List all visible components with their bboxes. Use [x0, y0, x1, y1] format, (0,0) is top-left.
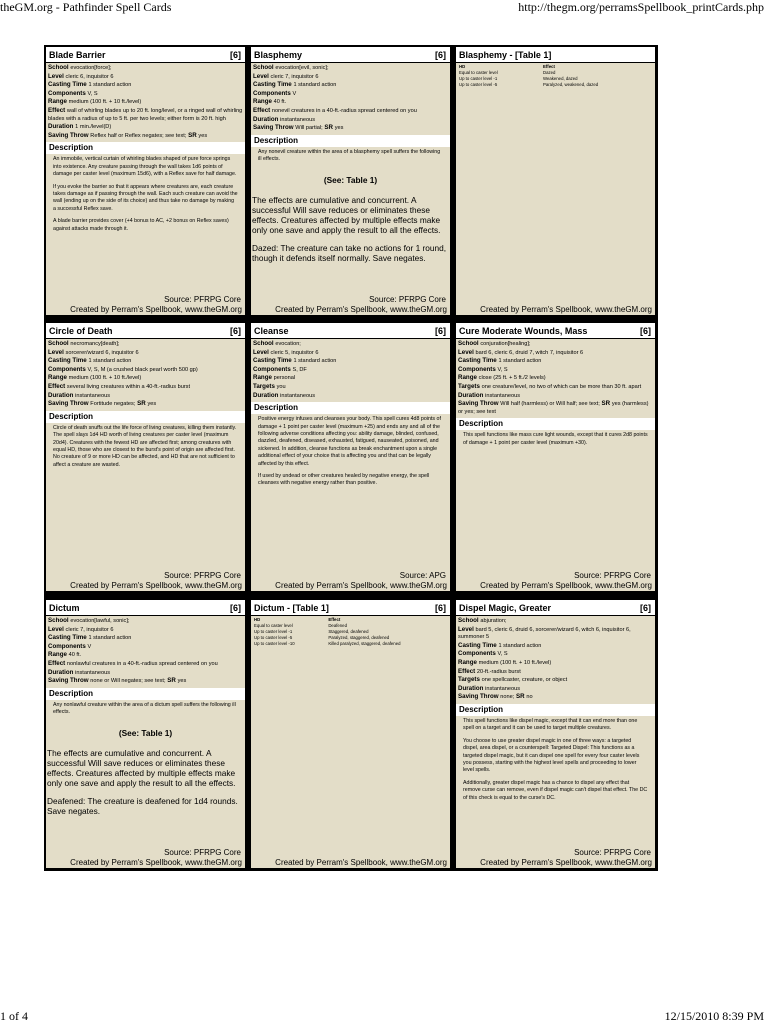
stat-line	[458, 642, 653, 651]
stat-value: 1 standard action	[88, 358, 132, 365]
effect-paragraph: Deafened: The creature is deafened for 1d4 rounds. Save negates.	[47, 795, 238, 816]
card-title: Dictum - [Table 1]	[251, 600, 450, 616]
card-title: Cure Moderate Wounds, Mass	[456, 323, 655, 339]
stat-label: Duration	[458, 391, 486, 399]
stat-label: Components	[458, 650, 498, 658]
stat-value: medium (100 ft. + 10 ft./level)	[478, 659, 552, 666]
spell-level: [6]	[435, 326, 446, 336]
stat-label: Range	[48, 98, 69, 106]
stat-line	[253, 107, 448, 116]
table-cell: Equal to caster level	[254, 623, 293, 628]
description-paragraph: Circle of death snuffs out the life force of living creatures, killing them instantly. The spell slays 1d4 HD worth of living creatures per caster level (maximum 20d4). Creatures with the fewest HD are affected first; among creatures with equal HD, those who are closest to the burst's point of origin are affected first. No creature of 9 or more HD can be affected, and HD that are not sufficient to affect a creature are wasted.	[53, 424, 237, 468]
page-header-title: theGM.org - Pathfinder Spell Cards	[0, 0, 172, 14]
stat-line	[458, 650, 653, 659]
table-cell: Dazed	[543, 70, 556, 75]
stat-label: Duration	[253, 115, 281, 123]
table-header: Effect	[543, 64, 555, 69]
stat-value: bard 6, cleric 6, druid 7, witch 7, inquisitor 6	[475, 349, 584, 356]
stat-line	[458, 668, 653, 677]
stat-line	[48, 643, 243, 652]
stat-value: 1 standard action	[293, 358, 337, 365]
stat-line	[48, 374, 243, 383]
stat-value: conjuration[healing];	[480, 341, 531, 347]
stat-value: evocation[force];	[70, 65, 112, 71]
stat-value: Fortitude negates;	[90, 401, 136, 408]
stat-label: SR	[514, 693, 527, 701]
spell-level: [6]	[435, 50, 446, 60]
stat-line	[48, 123, 243, 132]
stat-value: 1 standard action	[88, 82, 132, 89]
stat-label: Range	[48, 651, 69, 659]
stat-line	[48, 651, 243, 660]
stat-label: School	[253, 340, 276, 347]
stat-value: V, S, M (a crushed black pearl worth 500 gp)	[87, 366, 198, 373]
credit-line: Created by Perram's Spellbook, www.theGM.org	[70, 858, 242, 867]
stat-line	[48, 383, 243, 392]
stat-line	[48, 366, 243, 375]
stat-line	[253, 116, 448, 125]
stat-label: Casting Time	[48, 357, 89, 365]
stat-label: Targets	[253, 382, 277, 390]
description-paragraph: This spell functions like dispel magic, except that it can end more than one spell on a target and it can be used to target multiple creatures.	[463, 717, 638, 732]
stat-value: instantaneous	[485, 685, 520, 692]
source-line: Source: PFRPG Core	[164, 571, 241, 580]
description-paragraph: Additionally, greater dispel magic has a chance to dispel any effect that remove curse can remove, even if dispel magic can't dispel that effect. The DC of this check is equal to the curse's DC.	[463, 779, 648, 801]
card-body	[251, 63, 450, 315]
stat-value: Reflex half or Reflex negates; see text;	[90, 132, 187, 139]
stat-label: Range	[253, 374, 274, 382]
stat-value: necromancy[death];	[70, 341, 120, 347]
stat-value: instantaneous	[75, 669, 110, 676]
stat-line	[48, 669, 243, 678]
card-title: Dispel Magic, Greater	[456, 600, 655, 616]
credit-line: Created by Perram's Spellbook, www.theGM.org	[275, 581, 447, 590]
stat-value: V, S	[497, 366, 508, 373]
description-text	[46, 700, 245, 717]
card-title: Blade Barrier	[46, 47, 245, 63]
stat-value: Will partial;	[295, 125, 323, 132]
stat-line	[48, 340, 243, 349]
stat-line	[458, 357, 653, 366]
spell-level: [6]	[640, 326, 651, 336]
stat-value: V	[87, 643, 92, 650]
table-header: Effect	[328, 617, 341, 622]
stat-label: School	[458, 340, 481, 347]
stat-label: Saving Throw	[48, 131, 91, 139]
table-cell: Paralyzed, staggered, deafened	[328, 635, 390, 640]
spell-card	[251, 600, 450, 868]
spell-stats	[46, 616, 245, 686]
stat-line	[458, 392, 653, 401]
stat-label: Duration	[48, 668, 76, 676]
stat-label: Level	[458, 625, 476, 633]
stat-line	[253, 340, 448, 349]
source-line: Source: PFRPG Core	[574, 571, 651, 580]
description-paragraph: Any nonevil creature within the area of a blasphemy spell suffers the following ill effects.	[258, 148, 441, 163]
stat-value: abjuration;	[480, 618, 507, 624]
stat-value: 1 standard action	[498, 358, 542, 365]
table-cell: Up to caster level -1	[254, 629, 293, 634]
page-header-url[interactable]: http://thegm.org/perramsSpellbook_printCards.php	[518, 0, 764, 14]
stat-label: Casting Time	[253, 81, 294, 89]
spell-stats	[46, 339, 245, 409]
stat-value: none;	[500, 694, 515, 701]
card-title: Circle of Death	[46, 323, 245, 339]
description-text	[46, 423, 245, 469]
card-body	[46, 63, 245, 315]
stat-line	[458, 676, 653, 685]
table-cell: Deafened	[328, 623, 347, 628]
stat-label: SR	[599, 400, 612, 408]
effects-table	[456, 64, 655, 88]
stat-label: Saving Throw	[48, 400, 91, 408]
source-line: Source: PFRPG Core	[164, 295, 241, 304]
stat-label: Components	[48, 642, 88, 650]
stat-label: School	[48, 64, 71, 71]
stat-line	[48, 64, 243, 73]
stat-value: yes	[334, 125, 344, 132]
stat-label: Level	[48, 625, 66, 633]
stat-value: instantaneous	[280, 392, 315, 399]
table-cell: Up to caster level -1	[459, 76, 498, 81]
credit-line: Created by Perram's Spellbook, www.theGM.org	[275, 305, 447, 314]
source-line: Source: PFRPG Core	[574, 848, 651, 857]
stat-line	[253, 124, 448, 133]
stat-value: instantaneous	[75, 392, 110, 399]
description-text	[251, 414, 450, 488]
description-header: Description	[456, 704, 655, 716]
stat-line	[48, 392, 243, 401]
stat-value: medium (100 ft. + 10 ft./level)	[68, 99, 142, 106]
stat-line	[253, 98, 448, 107]
description-header: Description	[46, 142, 245, 154]
spell-card	[46, 47, 245, 315]
credit-line: Created by Perram's Spellbook, www.theGM.org	[480, 581, 652, 590]
stat-value: 1 standard action	[498, 642, 542, 649]
stat-label: School	[458, 617, 481, 624]
card-sheet	[44, 45, 658, 871]
source-line: Source: PFRPG Core	[164, 848, 241, 857]
table-cell: Up to caster level -5	[254, 635, 293, 640]
stat-value: nonlawful creatures in a 40-ft.-radius spread centered on you	[66, 660, 218, 667]
stat-value: Will half (harmless) or Will half; see text;	[500, 401, 600, 408]
effect-text	[46, 722, 245, 816]
stat-value: wall of whirling blades up to 20 ft. long/level, or a ringed wall of whirling blades with a radius of up to 5 ft. per two levels; either form is 20 ft. high	[48, 107, 243, 122]
card-body	[456, 616, 655, 868]
source-line: Source: APG	[399, 571, 446, 580]
stat-value: cleric 6, inquisitor 6	[65, 73, 114, 80]
description-text	[46, 154, 245, 233]
stat-label: Range	[458, 374, 479, 382]
stat-line	[253, 366, 448, 375]
stat-label: Casting Time	[458, 357, 499, 365]
stat-line	[458, 626, 653, 642]
stat-line	[458, 617, 653, 626]
source-line: Source: PFRPG Core	[369, 295, 446, 304]
stat-value: personal	[273, 375, 296, 382]
stat-label: School	[48, 340, 71, 347]
stat-label: Duration	[253, 391, 281, 399]
card-title: Blasphemy	[251, 47, 450, 63]
stat-value: nonevil creatures in a 40-ft.-radius spread centered on you	[271, 107, 417, 114]
stat-value: instantaneous	[485, 392, 520, 399]
stat-value: 20-ft.-radius burst	[476, 668, 521, 675]
description-paragraph: This spell functions like mass cure light wounds, except that it cures 2d8 points of damage + 1 point per caster level (maximum +30).	[463, 432, 648, 446]
credit-line: Created by Perram's Spellbook, www.theGM.org	[480, 858, 652, 867]
stat-line	[48, 132, 243, 141]
spell-level: [6]	[230, 603, 241, 613]
stat-value: medium (100 ft. + 10 ft./level)	[68, 375, 142, 382]
effect-text	[251, 169, 450, 263]
spell-card	[456, 600, 655, 868]
stat-line	[458, 349, 653, 358]
stat-line	[48, 660, 243, 669]
stat-label: Effect	[48, 659, 67, 667]
spell-level: [6]	[230, 50, 241, 60]
description-header: Description	[46, 411, 245, 423]
stat-label: Range	[48, 374, 69, 382]
stat-line	[458, 340, 653, 349]
spell-stats	[46, 63, 245, 140]
stat-label: Effect	[48, 106, 67, 114]
stat-label: Effect	[253, 106, 272, 114]
stat-line	[458, 685, 653, 694]
credit-line: Created by Perram's Spellbook, www.theGM.org	[70, 305, 242, 314]
description-paragraph: You choose to use greater dispel magic in one of three ways: a targeted dispel, area dispel, or a counterspell: Targeted Dispel: This functions as a targeted dispel magic, but it can dispel one spell for every four caster levels you possess, starting with the highest level spells and proceeding to lower level spells.	[463, 737, 640, 774]
stat-line	[48, 677, 243, 686]
description-paragraph: A blade barrier provides cover (+4 bonus to AC, +2 bonus on Reflex saves) against attacks made through it.	[53, 218, 229, 232]
card-title: Dictum	[46, 600, 245, 616]
description-text	[251, 147, 450, 164]
table-cell: Up to caster level -5	[459, 82, 498, 87]
card-body	[46, 616, 245, 868]
stat-value: 1 standard action	[88, 635, 132, 642]
card-body	[456, 339, 655, 591]
table-cell: Equal to caster level	[459, 70, 498, 75]
stat-label: Components	[48, 89, 88, 97]
card-body	[251, 339, 450, 591]
stat-value: one spellcaster, creature, or object	[481, 677, 568, 684]
stat-label: Casting Time	[253, 357, 294, 365]
stat-line	[48, 81, 243, 90]
print-timestamp: 12/15/2010 8:39 PM	[664, 1009, 764, 1023]
stat-line	[48, 107, 243, 123]
stat-line	[458, 374, 653, 383]
stat-value: S, DF	[292, 366, 307, 373]
stat-label: Saving Throw	[458, 693, 501, 701]
description-header: Description	[46, 688, 245, 700]
stat-value: yes	[177, 678, 187, 685]
stat-line	[48, 90, 243, 99]
stat-line	[48, 357, 243, 366]
stat-value: 40 ft.	[68, 652, 82, 659]
stat-line	[458, 693, 653, 702]
description-paragraph: Any nonlawful creature within the area of a dictum spell suffers the following ill effects.	[53, 701, 236, 716]
stat-label: Effect	[48, 382, 67, 390]
spell-card	[456, 47, 655, 315]
stat-value: evocation;	[275, 341, 301, 347]
card-body	[456, 63, 655, 315]
spell-level: [6]	[230, 326, 241, 336]
stat-value: cleric 7, inquisitor 6	[65, 626, 114, 633]
spell-stats	[251, 339, 450, 400]
stat-line	[48, 98, 243, 107]
table-reference: (See: Table 1)	[323, 174, 378, 185]
stat-value: yes	[147, 401, 157, 408]
stat-line	[48, 349, 243, 358]
stat-label: Targets	[458, 382, 482, 390]
spell-card	[251, 323, 450, 591]
stat-line	[253, 90, 448, 99]
spell-level: [6]	[435, 603, 446, 613]
stat-value: evocation[evil, sonic];	[275, 65, 329, 71]
stat-value: close (25 ft. + 5 ft./2 levels)	[478, 375, 546, 382]
stat-value: several living creatures within a 40-ft.-radius burst	[66, 383, 191, 390]
stat-label: Duration	[458, 684, 486, 692]
stat-value: 1 standard action	[293, 82, 337, 89]
stat-label: Casting Time	[48, 634, 89, 642]
stat-label: Effect	[458, 667, 477, 675]
table-cell: Up to caster level -10	[254, 641, 295, 646]
stat-value: 40 ft.	[273, 99, 287, 106]
stat-label: Targets	[458, 676, 482, 684]
description-text	[456, 716, 655, 802]
table-header: HD	[254, 617, 261, 622]
table-cell: Paralyzed, weakened, dazed	[543, 82, 599, 87]
stat-value: evocation[lawful, sonic];	[70, 618, 130, 624]
stat-value: yes (harmless) or yes; see text	[458, 401, 649, 415]
spell-stats	[456, 339, 655, 416]
stat-value: bard 5, cleric 6, druid 6, sorcerer/wizard 6, witch 6, inquisitor 6, summoner 5	[458, 626, 631, 641]
spell-level: [6]	[640, 603, 651, 613]
stat-label: Range	[458, 658, 479, 666]
stat-line	[253, 73, 448, 82]
stat-label: Duration	[48, 391, 76, 399]
table-cell: Staggered, deafened	[328, 629, 369, 634]
stat-line	[48, 400, 243, 409]
stat-label: Level	[253, 72, 271, 80]
description-paragraph: If you evoke the barrier so that it appears where creatures are, each creature takes damage as if passing through the wall. Each such creature can avoid the wall (ending up on the side of its choice) and thus take no damage by making a successful Reflex save.	[53, 183, 238, 212]
stat-line	[458, 400, 653, 416]
stat-line	[253, 383, 448, 392]
stat-line	[458, 659, 653, 668]
stat-label: Level	[253, 348, 271, 356]
stat-label: Components	[253, 89, 293, 97]
stat-value: 1 min./level(D)	[75, 124, 112, 131]
stat-label: Casting Time	[458, 641, 499, 649]
stat-value: instantaneous	[280, 116, 315, 123]
table-row	[456, 82, 655, 88]
stat-label: SR	[186, 131, 199, 139]
stat-value: yes	[198, 132, 208, 139]
stat-value: no	[526, 694, 533, 701]
spell-card	[456, 323, 655, 591]
card-body	[251, 616, 450, 868]
effect-paragraph: The effects are cumulative and concurrent. A successful Will save reduces or eliminates these effects. Creatures affected by multiple effects make only one save and apply the result to all the effects.	[252, 194, 441, 235]
spell-stats	[456, 616, 655, 702]
stat-label: Level	[48, 72, 66, 80]
stat-label: School	[48, 617, 71, 624]
spell-card	[251, 47, 450, 315]
table-row	[251, 641, 450, 647]
stat-line	[458, 383, 653, 392]
description-header: Description	[251, 135, 450, 147]
description-text	[456, 430, 655, 447]
stat-line	[253, 374, 448, 383]
stat-value: sorcerer/wizard 6, inquisitor 6	[65, 349, 139, 356]
stat-label: Saving Throw	[458, 400, 501, 408]
stat-label: Range	[253, 98, 274, 106]
stat-value: V, S	[497, 651, 508, 658]
stat-line	[253, 357, 448, 366]
stat-label: Saving Throw	[48, 677, 91, 685]
stat-label: SR	[165, 677, 178, 685]
card-body	[46, 339, 245, 591]
effects-table	[251, 617, 450, 647]
description-paragraph: An immobile, vertical curtain of whirling blades shaped of pure force springs into existence. Any creature passing through the wall takes 1d6 points of damage per caster level (maximum 15d6), with a Reflex save for half damage.	[53, 156, 237, 178]
stat-label: Components	[253, 365, 293, 373]
card-title: Cleanse	[251, 323, 450, 339]
credit-line: Created by Perram's Spellbook, www.theGM.org	[480, 305, 652, 314]
stat-value: V	[292, 90, 297, 97]
spell-stats	[251, 63, 450, 133]
stat-label: SR	[322, 124, 335, 132]
table-cell: Killed paralyzed, staggered, deafened	[328, 641, 401, 646]
page-number: 1 of 4	[0, 1009, 28, 1023]
stat-line	[253, 64, 448, 73]
stat-value: V, S	[87, 90, 98, 97]
description-header: Description	[456, 418, 655, 430]
stat-line	[48, 634, 243, 643]
stat-line	[253, 392, 448, 401]
card-title: Blasphemy - [Table 1]	[456, 47, 655, 63]
spell-card	[46, 600, 245, 868]
stat-label: Casting Time	[48, 81, 89, 89]
stat-line	[48, 626, 243, 635]
spell-card	[46, 323, 245, 591]
stat-label: Level	[48, 348, 66, 356]
description-paragraph: Positive energy infuses and cleanses your body. This spell cures 4d8 points of damage + 1 point per caster level (maximum +25) and ends any and all of the following adverse conditions affecting you: ability damage, blinded, confused, dazzled, deafened, diseased, exhausted, fatigued, nauseated, poisoned, and sickened. In addition, cleanse functions as break enchantment upon a single additional effect of your choice that is affecting you and that can be legally affected by this effect.	[258, 416, 441, 467]
effect-paragraph: The effects are cumulative and concurrent. A successful Will save reduces or eliminates these effects. Creatures affected by multiple effects make only one save and apply the result to all the effects.	[47, 747, 236, 788]
stat-line	[48, 73, 243, 82]
stat-line	[48, 617, 243, 626]
stat-label: SR	[135, 400, 148, 408]
stat-label: Components	[48, 365, 88, 373]
stat-line	[458, 366, 653, 375]
stat-line	[253, 349, 448, 358]
stat-label: School	[253, 64, 276, 71]
stat-value: cleric 7, inquisitor 6	[270, 73, 319, 80]
credit-line: Created by Perram's Spellbook, www.theGM.org	[275, 858, 447, 867]
stat-label: Level	[458, 348, 476, 356]
stat-value: cleric 5, inquisitor 6	[270, 349, 319, 356]
stat-label: Duration	[48, 123, 76, 131]
stat-label: Components	[458, 365, 498, 373]
stat-value: one creature/level, no two of which can be more than 30 ft. apart	[481, 383, 642, 390]
stat-value: you	[276, 383, 286, 390]
table-cell: Weakened, dazed	[543, 76, 578, 81]
stat-label: Saving Throw	[253, 124, 296, 132]
stat-value: none or Will negates; see text;	[90, 678, 166, 685]
stat-line	[253, 81, 448, 90]
description-paragraph: If used by undead or other creatures healed by negative energy, the spell cleanses with negative energy rather than positive.	[258, 473, 430, 487]
table-reference: (See: Table 1)	[118, 727, 173, 738]
credit-line: Created by Perram's Spellbook, www.theGM.org	[70, 581, 242, 590]
table-header: HD	[459, 64, 466, 69]
effect-paragraph: Dazed: The creature can take no actions for 1 round, though it defends itself normally. Save negates.	[252, 242, 447, 263]
description-header: Description	[251, 402, 450, 414]
